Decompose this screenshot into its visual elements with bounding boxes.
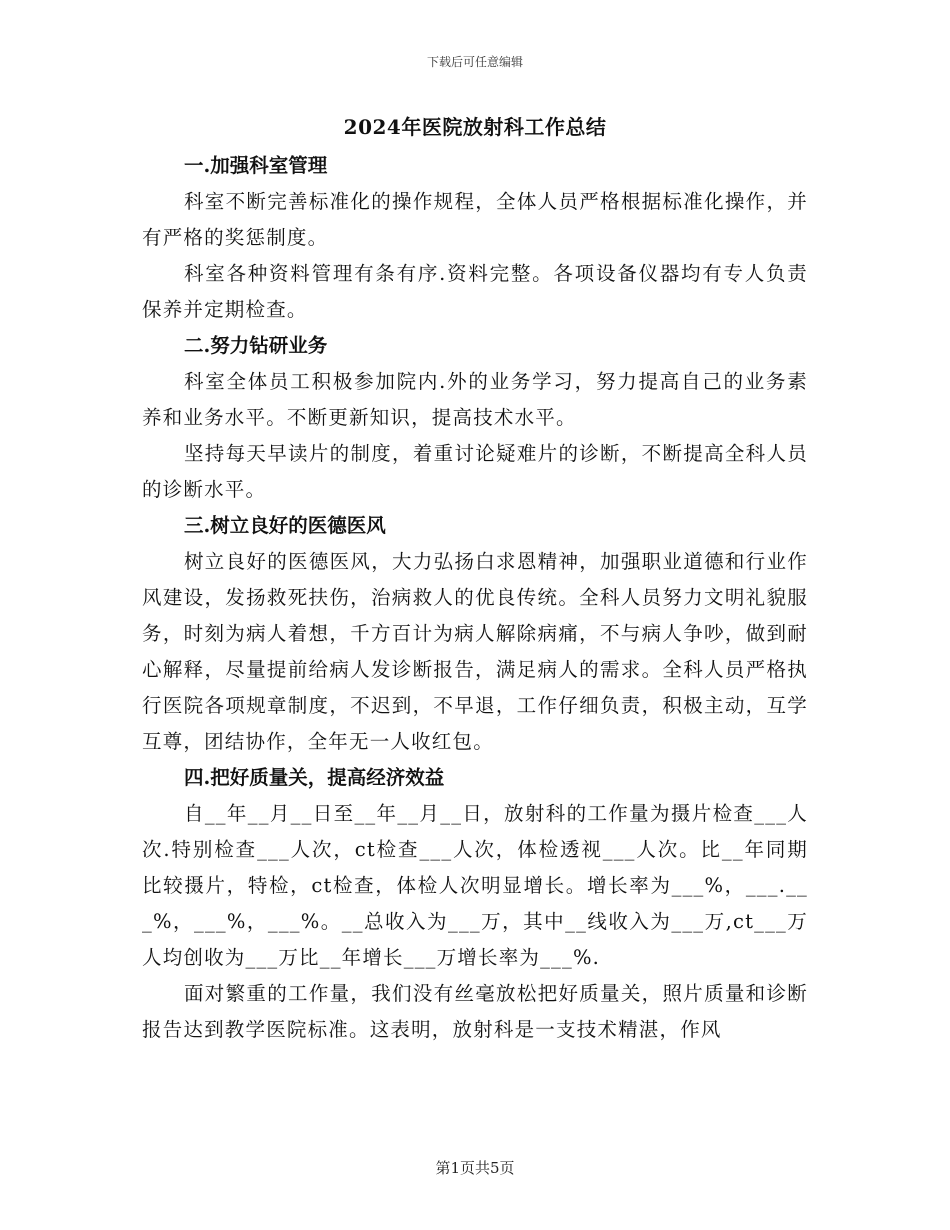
section-4 (142, 760, 808, 1048)
section-heading: 三.树立良好的医德医风 (184, 514, 386, 537)
paragraph: 坚持每天早读片的制度，着重讨论疑难片的诊断，不断提高全科人员的诊断水平。 (142, 442, 808, 501)
paragraph: 科室各种资料管理有条有序.资料完整。各项设备仪器均有专人负责保养并定期检查。 (142, 262, 808, 321)
section-1 (142, 148, 808, 328)
paragraph: 科室不断完善标准化的操作规程，全体人员严格根据标准化操作，并有严格的奖惩制度。 (142, 190, 808, 249)
document-title: 2024年医院放射科工作总结 (343, 115, 607, 139)
paragraph: 科室全体员工积极参加院内.外的业务学习，努力提高自己的业务素养和业务水平。不断更新知识，提高技术水平。 (142, 370, 808, 429)
paragraph: 树立良好的医德医风，大力弘扬白求恩精神，加强职业道德和行业作风建设，发扬救死扶伤，治病救人的优良传统。全科人员努力文明礼貌服务，时刻为病人着想，千方百计为病人解除病痛，不与病人争吵，做到耐心解释，尽量提前给病人发诊断报告，满足病人的需求。全科人员严格执行医院各项规章制度，不迟到，不早退，工作仔细负责，积极主动，互学互尊，团结协作，全年无一人收红包。 (142, 550, 808, 753)
document-body (142, 112, 808, 1048)
paragraph: 面对繁重的工作量，我们没有丝毫放松把好质量关，照片质量和诊断报告达到教学医院标准。这表明，放射科是一支技术精湛，作风 (142, 982, 808, 1041)
section-heading: 二.努力钻研业务 (184, 334, 328, 357)
section-2 (142, 328, 808, 508)
header-note: 下载后可任意编辑 (426, 55, 523, 69)
paragraph: 自__年__月__日至__年__月__日，放射科的工作量为摄片检查___人次.特别检查___人次，ct检查___人次，体检透视___人次。比__年同期比较摄片，特检，ct检查，体检人次明显增长。增长率为___%，___.___%，___%，___%。__总收入为___万，其中__线收入为___万,ct___万人均创收为___万比__年增长___万增长率为___%. (142, 802, 808, 969)
section-heading: 一.加强科室管理 (184, 154, 328, 177)
page-number: 第1页共5页 (435, 1159, 515, 1177)
section-3 (142, 508, 808, 760)
section-heading: 四.把好质量关，提高经济效益 (184, 766, 445, 789)
